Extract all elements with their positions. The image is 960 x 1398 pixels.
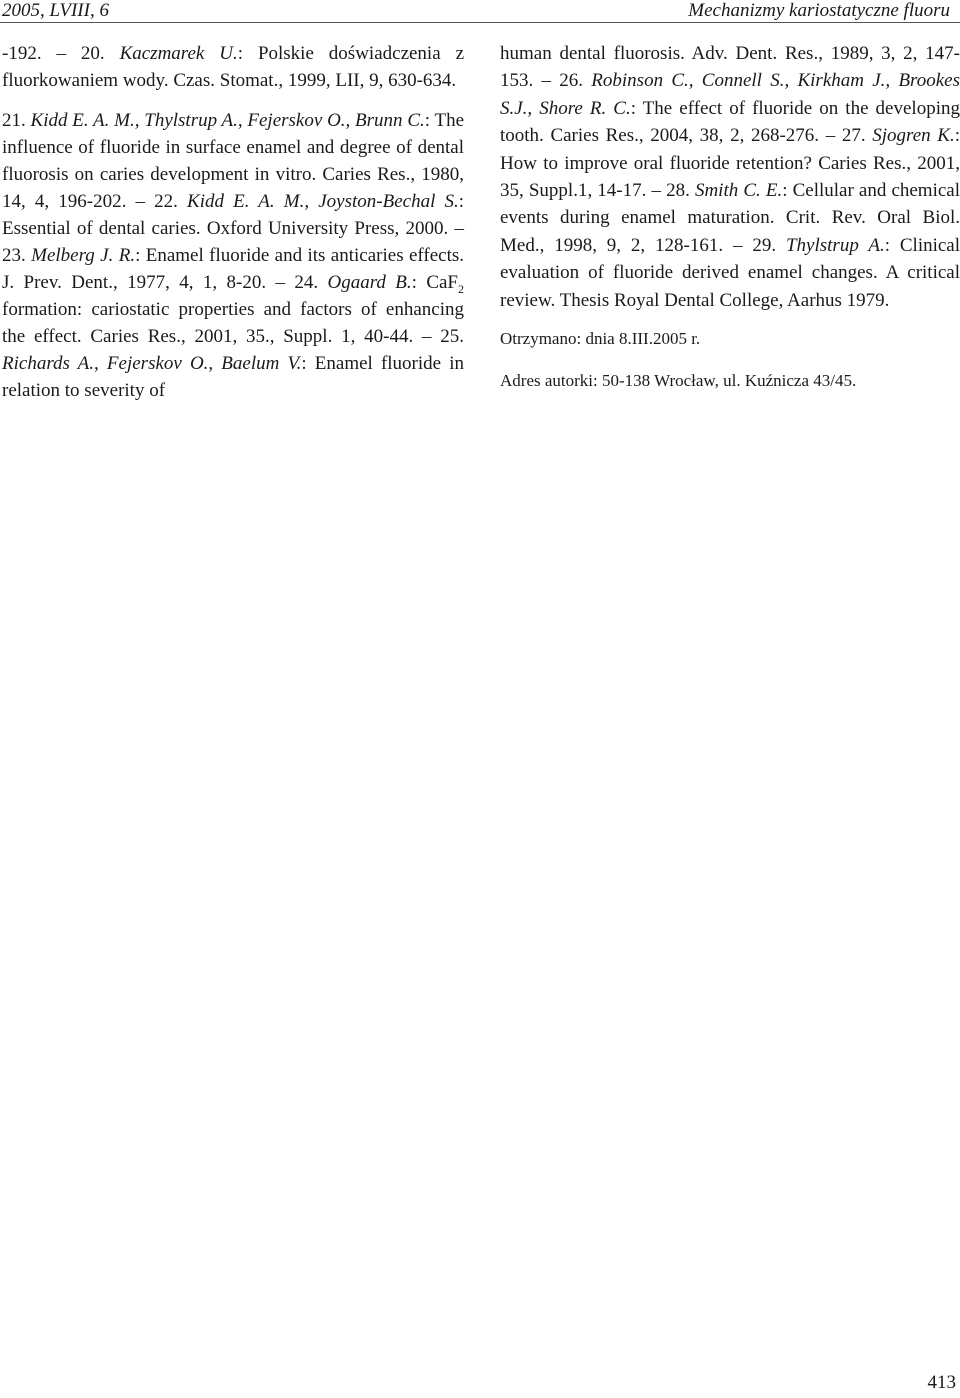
reference-authors: Thylstrup A. (785, 234, 885, 256)
reference-text: : The influence of fluoride in surface enamel and degree of dental fluorosis on caries development in vitro. Caries Res., 1980, 14, 4, 196-202. – (2, 110, 465, 212)
reference-number: 25. (440, 326, 464, 347)
reference-list (500, 40, 960, 314)
reference-text: : Polskie doświadczenia z fluorkowaniem wody. Czas. Stomat., 1999, LII, 9, 630-634. (2, 43, 464, 91)
left-column (2, 40, 464, 404)
page-number: 413 (927, 1372, 956, 1393)
reference-text: formation: cariostatic properties and factors of enhancing the effect. Caries Res., 2001, 35., Suppl. 1, 40-44. – (2, 299, 464, 347)
reference-text: : The effect of fluoride on the developing tooth. Caries Res., 2004, 38, 2, 268-276. – (500, 97, 960, 147)
reference-number: 28. (666, 180, 695, 202)
reference-text: : Enamel fluoride and its anticaries effects. J. Prev. Dent., 1977, 4, 1, 8-20. – (2, 245, 464, 293)
reference-text: : Cellular and chemical events during enamel maturation. Crit. Rev. Oral Biol. Med., 1998, 9, 2, 128-161. – (500, 180, 960, 256)
reference-text: : CaF (411, 272, 458, 293)
reference-number: 29. (752, 234, 786, 256)
reference-number: 24. (294, 272, 328, 293)
reference-authors: Robinson C., Connell S., Kirkham J., Brookes S.J., Shore R. C. (500, 70, 960, 119)
reference-number: 27. (841, 125, 873, 147)
article-short-title: Mechanizmy kariostatyczne fluoru (688, 0, 950, 21)
reference-authors: Sjogren K. (872, 125, 955, 147)
reference-text: human dental fluorosis. Adv. Dent. Res., 1989, 3, 2, 147-153. – (500, 43, 960, 92)
reference-authors: Kidd E. A. M., Joyston-Bechal S. (187, 191, 459, 212)
running-header (0, 0, 960, 23)
reference-lead: -192. – 20. (2, 43, 120, 64)
reference-number: 22. (154, 191, 188, 212)
reference-text: : Clinical evaluation of fluoride derived enamel changes. A critical review. Thesis Royal Dental College, Aarhus 1979. (500, 234, 960, 311)
reference-number: 26. (559, 70, 592, 92)
reference-authors: Richards A., Fejerskov O., Baelum V. (2, 353, 302, 374)
reference-authors: Melberg J. R. (31, 245, 136, 266)
reference-authors: Kidd E. A. M., Thylstrup A., Fejerskov O., Brunn C. (30, 110, 425, 131)
author-address: Adres autorki: 50-138 Wrocław, ul. Kuźnicza 43/45. (500, 371, 857, 391)
reference-authors: Kaczmarek U. (119, 43, 238, 64)
reference-text: : How to improve oral fluoride retention? Caries Res., 2001, 35, Suppl.1, 14-17. – (500, 125, 960, 202)
reference-continuation (2, 40, 464, 94)
reference-number: 21. (2, 110, 31, 131)
reference-number: 23. (2, 245, 32, 266)
received-date: Otrzymano: dnia 8.III.2005 r. (500, 329, 701, 349)
reference-authors: Smith C. E. (694, 180, 783, 202)
reference-list (2, 107, 464, 404)
journal-issue: 2005, LVIII, 6 (2, 0, 109, 21)
subscript: 2 (458, 281, 464, 296)
reference-text: : Enamel fluoride in relation to severity of (2, 353, 464, 401)
reference-text: : Essential of dental caries. Oxford University Press, 2000. – (2, 191, 465, 239)
reference-authors: Ogaard B. (327, 272, 412, 293)
right-column (500, 40, 960, 410)
